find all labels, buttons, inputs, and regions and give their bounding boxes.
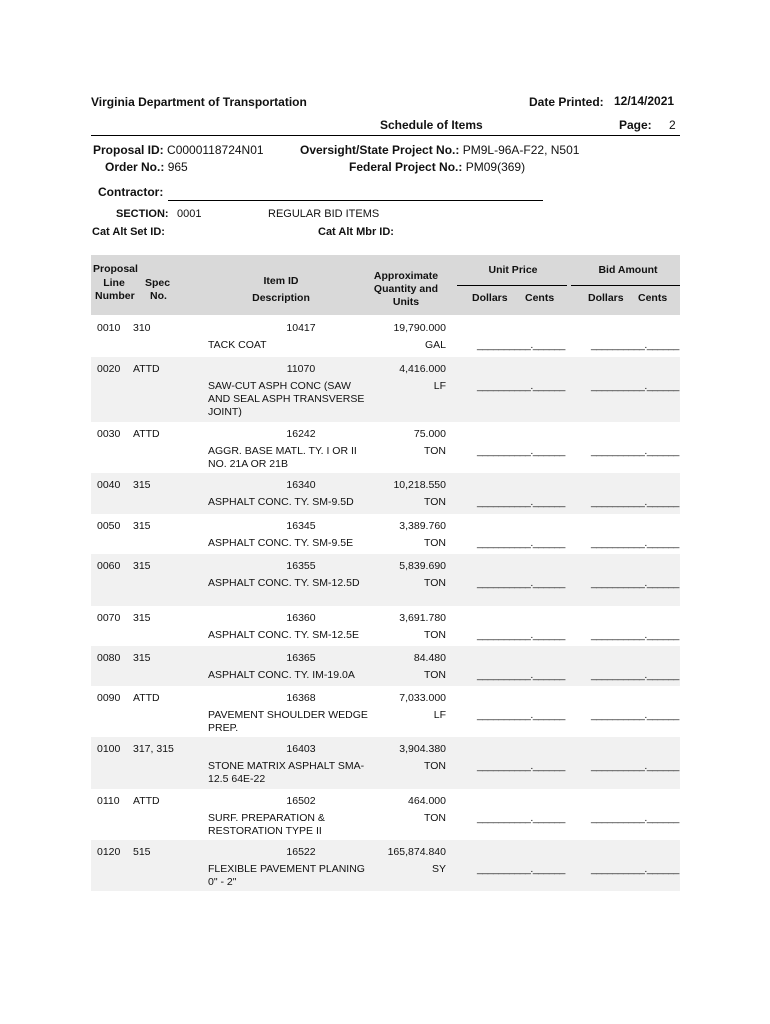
oversight-value: PM9L-96A-F22, N501: [462, 143, 580, 157]
line-number: 0100: [97, 743, 121, 755]
col-bid-amount: Bid Amount: [598, 264, 658, 276]
col-cents-1: Cents: [525, 292, 555, 304]
line-number: 0010: [97, 322, 121, 334]
table-row: [91, 422, 680, 473]
unit-price-field[interactable]: __________.______: [477, 669, 565, 681]
bid-amount-field[interactable]: __________.______: [591, 339, 679, 351]
cat-alt-set-label: Cat Alt Set ID:: [92, 226, 165, 238]
bid-amount-field[interactable]: __________.______: [591, 496, 679, 508]
approximate-quantity: 3,691.780: [399, 612, 446, 624]
table-row: [91, 686, 680, 737]
col-spec-no: No.: [150, 290, 167, 302]
col-item-id: Item ID: [263, 275, 299, 287]
spec-number: 315: [133, 479, 151, 491]
bid-amount-field[interactable]: __________.______: [591, 537, 679, 549]
item-description: SAW-CUT ASPH CONC (SAW AND SEAL ASPH TRANSVERSE JOINT): [208, 380, 365, 418]
unit-price-field[interactable]: __________.______: [477, 629, 565, 641]
unit-price-field[interactable]: __________.______: [477, 380, 565, 392]
item-description: SURF. PREPARATION & RESTORATION TYPE II: [208, 812, 325, 837]
contractor-label: Contractor:: [98, 185, 164, 199]
table-row: [91, 737, 680, 789]
item-description: ASPHALT CONC. TY. SM-9.5D: [208, 496, 354, 508]
section-value: 0001: [177, 208, 202, 220]
item-description: STONE MATRIX ASPHALT SMA-12.5 64E-22: [208, 760, 365, 785]
quantity-units: TON: [424, 760, 446, 772]
item-description: TACK COAT: [208, 339, 267, 351]
table-row: [91, 514, 680, 554]
item-id: 10417: [286, 322, 316, 334]
table-row: [91, 357, 680, 422]
spec-number: 515: [133, 846, 151, 858]
quantity-units: SY: [431, 863, 446, 875]
spec-number: 315: [133, 612, 151, 624]
bid-amount-rule: [571, 285, 680, 286]
federal-row: [349, 160, 525, 174]
table-row: [91, 316, 680, 357]
item-description: ASPHALT CONC. TY. SM-12.5D: [208, 577, 360, 589]
approximate-quantity: 4,416.000: [399, 363, 446, 375]
item-id: 16365: [286, 652, 316, 664]
col-dollars-2: Dollars: [588, 292, 624, 304]
line-number: 0090: [97, 692, 121, 704]
oversight-label: Oversight/State Project No.:: [300, 143, 460, 157]
section-label: SECTION:: [116, 208, 169, 220]
item-description: AGGR. BASE MATL. TY. I OR II NO. 21A OR 21B: [208, 445, 357, 470]
item-description: ASPHALT CONC. TY. SM-12.5E: [208, 629, 359, 641]
unit-price-rule: [457, 285, 567, 286]
item-description: PAVEMENT SHOULDER WEDGE PREP.: [208, 709, 368, 734]
col-cents-2: Cents: [638, 292, 668, 304]
bid-amount-field[interactable]: __________.______: [591, 629, 679, 641]
quantity-units: TON: [424, 812, 446, 824]
approximate-quantity: 165,874.840: [387, 846, 446, 858]
unit-price-field[interactable]: __________.______: [477, 537, 565, 549]
date-printed-value: 12/14/2021: [614, 94, 675, 108]
item-id: 16502: [286, 795, 316, 807]
item-id: 16345: [286, 520, 316, 532]
line-number: 0040: [97, 479, 121, 491]
col-dollars-1: Dollars: [472, 292, 508, 304]
table-row: [91, 554, 680, 606]
quantity-units: TON: [424, 669, 446, 681]
header-rule: [91, 135, 680, 136]
line-number: 0050: [97, 520, 121, 532]
approximate-quantity: 10,218.550: [393, 479, 446, 491]
col-number: Number: [95, 290, 135, 302]
col-quantity-and: Quantity and: [373, 283, 439, 295]
schedule-title: Schedule of Items: [380, 118, 483, 132]
spec-number: ATTD: [133, 363, 160, 375]
item-id: 16522: [286, 846, 316, 858]
line-number: 0080: [97, 652, 121, 664]
proposal-id-value: C0000118724N01: [167, 143, 264, 157]
item-id: 11070: [286, 363, 316, 375]
agency-name: Virginia Department of Transportation: [91, 95, 307, 109]
unit-price-field[interactable]: __________.______: [477, 812, 565, 824]
item-id: 16355: [286, 560, 316, 572]
table-header: [91, 255, 680, 315]
col-line: Line: [103, 277, 125, 289]
quantity-units: TON: [424, 629, 446, 641]
line-number: 0030: [97, 428, 121, 440]
unit-price-field[interactable]: __________.______: [477, 445, 565, 457]
item-description: ASPHALT CONC. TY. IM-19.0A: [208, 669, 355, 681]
item-id: 16242: [286, 428, 316, 440]
quantity-units: TON: [424, 496, 446, 508]
approximate-quantity: 84.480: [413, 652, 446, 664]
spec-number: 310: [133, 322, 151, 334]
unit-price-field[interactable]: __________.______: [477, 863, 565, 875]
table-row: [91, 606, 680, 646]
table-row: [91, 473, 680, 514]
item-id: 16403: [286, 743, 316, 755]
unit-price-field[interactable]: __________.______: [477, 577, 565, 589]
cat-alt-mbr-label: Cat Alt Mbr ID:: [318, 226, 394, 238]
bid-amount-field[interactable]: __________.______: [591, 863, 679, 875]
approximate-quantity: 7,033.000: [399, 692, 446, 704]
section-description: REGULAR BID ITEMS: [268, 208, 380, 220]
approximate-quantity: 464.000: [408, 795, 446, 807]
quantity-units: TON: [424, 445, 446, 457]
bid-amount-field[interactable]: __________.______: [591, 445, 679, 457]
bid-amount-field[interactable]: __________.______: [591, 669, 679, 681]
bid-amount-field[interactable]: __________.______: [591, 380, 679, 392]
approximate-quantity: 5,839.690: [399, 560, 446, 572]
page-number: 2: [669, 118, 676, 132]
unit-price-field[interactable]: __________.______: [477, 760, 565, 772]
order-no-row: [105, 160, 188, 174]
col-units: Units: [392, 296, 420, 308]
table-row: [91, 789, 680, 840]
quantity-units: TON: [424, 537, 446, 549]
unit-price-field[interactable]: __________.______: [477, 496, 565, 508]
line-number: 0020: [97, 363, 121, 375]
line-number: 0120: [97, 846, 121, 858]
col-proposal: Proposal: [93, 263, 138, 275]
quantity-units: GAL: [424, 339, 446, 351]
federal-label: Federal Project No.:: [349, 160, 463, 174]
spec-number: 315: [133, 560, 151, 572]
item-description: FLEXIBLE PAVEMENT PLANING 0" - 2": [208, 863, 365, 888]
line-number: 0110: [97, 795, 120, 807]
approximate-quantity: 19,790.000: [393, 322, 446, 334]
spec-number: ATTD: [133, 428, 160, 440]
federal-value: PM09(369): [465, 160, 526, 174]
bid-amount-field[interactable]: __________.______: [591, 709, 679, 721]
proposal-id-row: [93, 143, 264, 157]
contractor-line: [168, 200, 543, 201]
order-no-value: 965: [167, 160, 188, 174]
item-id: 16360: [286, 612, 316, 624]
bid-amount-field[interactable]: __________.______: [591, 577, 679, 589]
col-spec: Spec: [145, 277, 171, 289]
table-row: [91, 646, 680, 686]
line-number: 0060: [97, 560, 121, 572]
unit-price-field[interactable]: __________.______: [477, 709, 565, 721]
approximate-quantity: 75.000: [413, 428, 446, 440]
spec-number: 315: [133, 652, 151, 664]
spec-number: ATTD: [133, 795, 160, 807]
item-id: 16340: [286, 479, 316, 491]
quantity-units: LF: [433, 380, 446, 392]
bid-amount-field[interactable]: __________.______: [591, 812, 679, 824]
spec-number: ATTD: [133, 692, 160, 704]
bid-amount-field[interactable]: __________.______: [591, 760, 679, 772]
date-printed-label: Date Printed:: [529, 95, 604, 109]
item-id: 16368: [286, 692, 316, 704]
spec-number: 317, 315: [133, 743, 174, 755]
approximate-quantity: 3,904.380: [399, 743, 446, 755]
spec-number: 315: [133, 520, 151, 532]
quantity-units: LF: [433, 709, 446, 721]
col-approximate: Approximate: [373, 270, 439, 282]
proposal-id-label: Proposal ID:: [93, 143, 164, 157]
col-description: Description: [252, 292, 310, 304]
line-number: 0070: [97, 612, 121, 624]
page-label: Page:: [619, 118, 652, 132]
oversight-row: [300, 143, 579, 157]
order-no-label: Order No.:: [105, 160, 165, 174]
table-row: [91, 840, 680, 891]
col-unit-price: Unit Price: [488, 264, 538, 276]
quantity-units: TON: [424, 577, 446, 589]
approximate-quantity: 3,389.760: [399, 520, 446, 532]
unit-price-field[interactable]: __________.______: [477, 339, 565, 351]
item-description: ASPHALT CONC. TY. SM-9.5E: [208, 537, 354, 549]
